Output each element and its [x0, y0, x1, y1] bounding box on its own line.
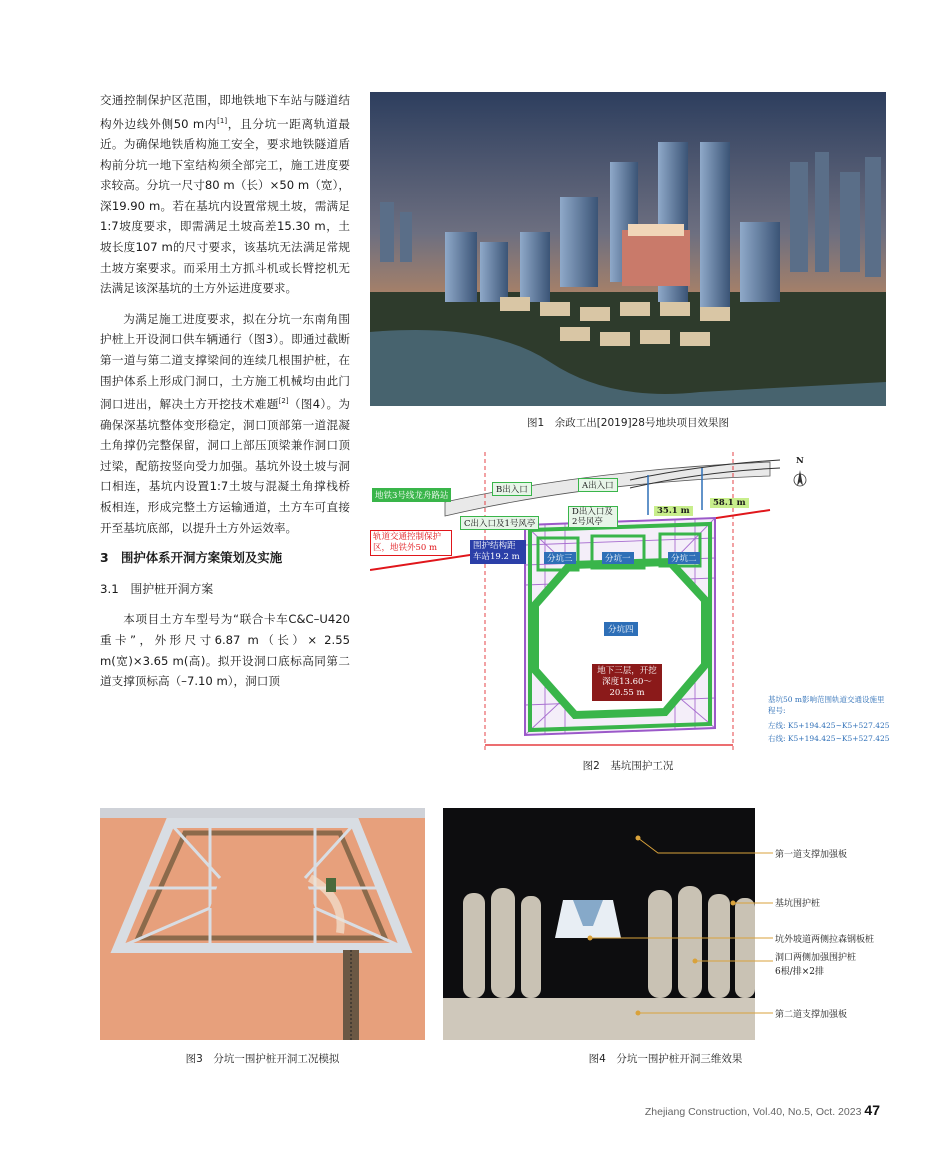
- figure-4-render: [443, 808, 888, 1040]
- metro-line-label: 地铁3号线龙舟路站: [372, 488, 451, 502]
- depth-note-label: 地下三层，开挖深度13.60～20.55 m: [592, 664, 662, 701]
- range-right-label: 右线: K5+194.425~K5+527.425: [768, 734, 890, 743]
- enclosure-distance-label: 围护结构距车站19.2 m: [470, 540, 526, 564]
- subsection-heading-3-1: 3.1 围护桩开洞方案: [100, 581, 214, 596]
- control-zone-label: 轨道交通控制保护区，地铁外50 m: [370, 530, 452, 556]
- pit-4-label: 分坑四: [604, 622, 638, 636]
- exit-c-label: C出入口及1号风亭: [460, 516, 539, 530]
- fig4-label-enclosure-pile: 基坑围护桩: [775, 899, 821, 909]
- figure-2-plan: [370, 450, 890, 750]
- journal-info: Zhejiang Construction, Vol.40, No.5, Oct. 2023: [644, 1106, 862, 1118]
- pit-2-label: 分坑二: [668, 552, 700, 564]
- fig4-label-pile-count: 6根/排×2排: [775, 967, 825, 977]
- north-arrow-label: N: [796, 456, 804, 466]
- fig4-label-first-brace: 第一道支撑加强板: [775, 850, 848, 860]
- page-number: 47: [864, 1102, 880, 1118]
- figure-1-rendering: [370, 92, 886, 406]
- fig4-label-sheet-pile: 坑外坡道两侧拉森钢板桩: [775, 935, 875, 945]
- pit-1-label: 分坑一: [602, 552, 634, 564]
- fig4-label-second-brace: 第二道支撑加强板: [775, 1010, 848, 1020]
- paragraph-3: 本项目土方车型号为“联合卡车C&C–U420重卡”，外形尺寸6.87 m（长）× 2.55 m(宽)×3.65 m(高)。拟开设洞口底标高同第二道支撑顶标高（–7.10 m），洞口顶: [100, 612, 350, 689]
- figure-4-caption: 图4 分坑一围护桩开洞三维效果: [588, 1053, 743, 1065]
- exit-b-label: B出入口: [492, 482, 532, 496]
- paragraph-1: 交通控制保护区范围，即地铁地下车站与隧道结构外边线外侧50 m内[1]，且分坑一距离轨道最近。为确保地铁盾构施工安全，要求地铁隧道盾构前分坑一地下室结构须全部完工，施工进度要求较高。分坑一尺寸80 m（长）×50 m（宽），深19.90 m。若在基坑内设置常规土坡，需满足1:7坡度要求，即需满足土坡高差15.30 m，土坡长度107 m的尺寸要求，该基坑无法满足常规土坡方案要求。而采用土方抓斗机或长臂挖机无法满足该深基坑的土方外运进度要求。: [100, 93, 350, 296]
- fig4-label-reinforced-pile: 洞口两侧加强围护桩: [775, 953, 857, 963]
- figure-3-caption: 图3 分坑一围护桩开洞工况模拟: [185, 1053, 340, 1065]
- distance-35-label: 35.1 m: [654, 506, 693, 516]
- page-footer: [645, 1102, 880, 1118]
- section-heading-3: 3 围护体系开洞方案策划及实施: [100, 550, 283, 566]
- range-title-label: 基坑50 m影响范围轨道交通设施里程号:: [768, 695, 885, 715]
- figure-1-caption: 图1 余政工出[2019]28号地块项目效果图: [527, 417, 729, 429]
- body-text-column: [100, 90, 350, 692]
- range-left-label: 左线: K5+194.425~K5+527.425: [768, 721, 890, 730]
- figure-3-simulation: [100, 808, 425, 1040]
- figure-2-caption: 图2 基坑围护工况: [582, 760, 674, 772]
- paragraph-2: 为满足施工进度要求，拟在分坑一东南角围护桩上开设洞口供车辆通行（图3）。即通过截断第一道与第二道支撑梁间的连续几根围护桩，在围护体系上形成门洞口，土方施工机械均由此门洞口进出，解决土方开挖技术难题[2]（图4）。为确保深基坑整体变形稳定，洞口顶部第一道混凝土角撑仍完整保留，洞口上部压顶梁兼作洞口顶过梁，配筋按竖向受力加强。基坑外设土坡与洞口相连，基坑内设置1:7土坡与混凝土角撑栈桥板相连，形成完整土方运输通道，土方车可直接开至基坑底部，以提升土方外运效率。: [100, 311, 350, 535]
- distance-58-label: 58.1 m: [710, 498, 749, 508]
- exit-d-label: D出入口及2号风亭: [568, 506, 618, 528]
- pit-3-label: 分坑三: [544, 552, 576, 564]
- exit-a-label: A出入口: [578, 478, 618, 492]
